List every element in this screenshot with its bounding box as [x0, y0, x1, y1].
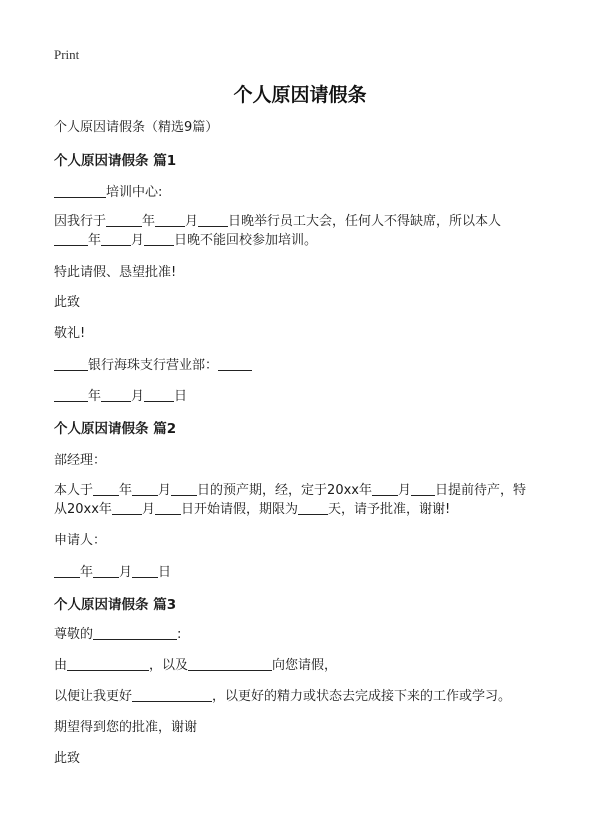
s1-closing-2: 敬礼!	[54, 326, 86, 341]
s1-text: 因我行于	[54, 214, 107, 229]
s3-body-line-2	[54, 686, 554, 708]
s3-text: 尊敬的	[54, 627, 94, 642]
page-title: 个人原因请假条	[233, 84, 367, 106]
blank-line	[101, 387, 131, 402]
blank-line	[54, 183, 106, 198]
section-heading-1: 个人原因请假条 篇1	[54, 153, 177, 169]
s1-text: 年	[88, 233, 102, 248]
blank-line	[106, 212, 142, 227]
s2-recipient-line: 部经理：	[54, 453, 107, 468]
s1-signature-line	[54, 355, 554, 377]
s1-text: 月	[131, 389, 145, 404]
blank-line	[132, 481, 158, 496]
s2-body-line-2	[54, 499, 554, 521]
blank-line	[112, 500, 142, 515]
blank-line	[67, 656, 149, 671]
blank-line	[298, 500, 328, 515]
s2-text: 年	[119, 483, 133, 498]
blank-line	[198, 212, 228, 227]
blank-line	[144, 231, 174, 246]
s3-text: :	[177, 627, 182, 642]
s1-text: 日晚举行员工大会，任何人不得缺席，所以本人	[228, 214, 502, 229]
s1-date-line	[54, 386, 554, 408]
blank-line	[54, 231, 88, 246]
s2-text: 月	[397, 483, 411, 498]
blank-line	[132, 563, 158, 578]
s2-text: 年	[80, 565, 94, 580]
s3-text: 向您请假，	[272, 658, 338, 673]
s1-text: 年	[88, 389, 102, 404]
blank-line	[411, 481, 435, 496]
blank-line	[372, 481, 398, 496]
print-link[interactable]: Print	[54, 47, 80, 62]
s1-text: 月	[185, 214, 199, 229]
s2-text: 日提前待产，特	[435, 483, 527, 498]
blank-line	[132, 687, 212, 702]
s3-text: ，以及	[149, 658, 189, 673]
s2-text: 日	[158, 565, 172, 580]
s1-text: 年	[142, 214, 156, 229]
s1-text: 日	[174, 389, 188, 404]
blank-line	[54, 387, 88, 402]
s2-text: 月	[158, 483, 172, 498]
s1-recipient-text: 培训中心:	[106, 185, 163, 200]
s1-text: 日晚不能回校参加培训。	[174, 233, 318, 248]
s2-applicant-line: 申请人：	[54, 533, 107, 548]
s2-text: 日开始请假，期限为	[180, 502, 298, 517]
s1-body-line-2	[54, 230, 554, 252]
blank-line	[93, 625, 177, 640]
blank-line	[171, 481, 197, 496]
blank-line	[54, 563, 80, 578]
document-subtitle: 个人原因请假条（精选9篇）	[54, 120, 219, 135]
s3-body-line-1	[54, 655, 554, 677]
blank-line	[93, 563, 119, 578]
s2-text: 月	[141, 502, 155, 517]
section-heading-2: 个人原因请假条 篇2	[54, 421, 177, 437]
s3-text: 以便让我更好	[54, 689, 133, 704]
s2-text: 从20xx年	[54, 502, 112, 517]
s1-closing-1: 此致	[54, 295, 81, 310]
s3-closing-1: 此致	[54, 751, 81, 766]
s3-text: ，以更好的精力或状态去完成接下来的工作或学习。	[212, 689, 512, 704]
s3-text: 由	[54, 658, 68, 673]
s2-text: 月	[119, 565, 133, 580]
s1-recipient-line	[54, 182, 554, 204]
blank-line	[155, 500, 181, 515]
blank-line	[101, 231, 131, 246]
blank-line	[144, 387, 174, 402]
s3-request-line: 期望得到您的批准，谢谢	[54, 720, 198, 735]
s1-text: 月	[131, 233, 145, 248]
blank-line	[93, 481, 119, 496]
s1-text: 银行海珠支行营业部：	[88, 358, 219, 373]
s3-recipient-line	[54, 624, 554, 646]
s1-request-line: 特此请假、恳望批准!	[54, 265, 177, 280]
section-heading-3: 个人原因请假条 篇3	[54, 597, 177, 613]
blank-line	[218, 356, 252, 371]
blank-line	[54, 356, 88, 371]
blank-line	[155, 212, 185, 227]
s2-text: 天，请予批准，谢谢!	[327, 502, 451, 517]
s2-text: 日的预产期，经，定于20xx年	[197, 483, 372, 498]
s2-date-line	[54, 562, 554, 584]
s2-text: 本人于	[54, 483, 94, 498]
blank-line	[188, 656, 272, 671]
